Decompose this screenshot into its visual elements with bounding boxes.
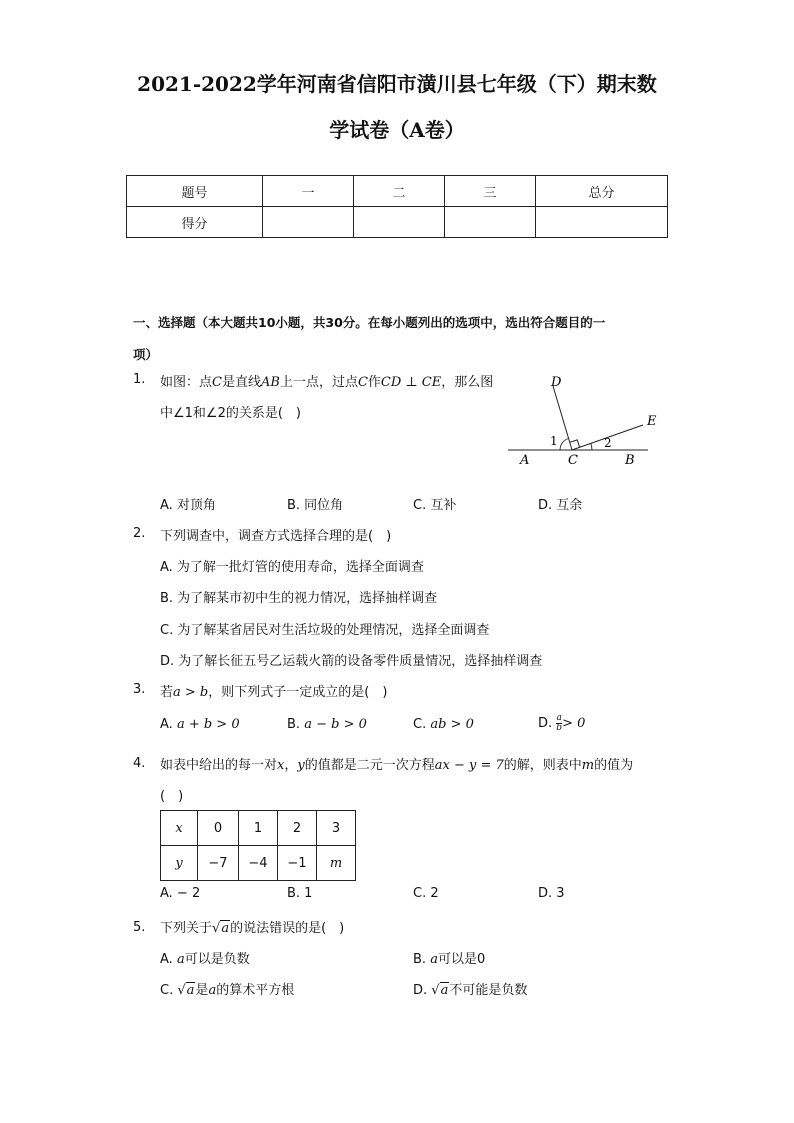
option-label: D. bbox=[538, 716, 553, 731]
sqrt-icon: √ bbox=[431, 983, 440, 998]
q2-option-d[interactable]: D. 为了解长征五号乙运载火箭的设备零件质量情况，选择抽样调查 bbox=[160, 654, 543, 669]
option-math: a + b > 0 bbox=[176, 717, 240, 732]
option-label: A. bbox=[160, 717, 173, 732]
score-header-cell: 一 bbox=[263, 176, 354, 207]
option-text: 不可能是负数 bbox=[449, 983, 528, 998]
option-text: 的算术平方根 bbox=[216, 983, 295, 998]
q4-table-row-y bbox=[161, 846, 356, 881]
label-c: C bbox=[568, 453, 578, 468]
q3-option-a[interactable] bbox=[160, 717, 240, 732]
q3-option-d[interactable] bbox=[538, 714, 585, 733]
q1-math: CD ⊥ CE bbox=[380, 375, 442, 390]
q1-text: 作 bbox=[367, 375, 381, 390]
q4-option-a[interactable]: A. − 2 bbox=[160, 886, 201, 901]
q4-stem bbox=[160, 754, 633, 773]
q5-number: 5. bbox=[133, 920, 146, 935]
q5-stem bbox=[160, 917, 344, 936]
option-text: 是 bbox=[195, 983, 209, 998]
q4-option-c[interactable]: C. 2 bbox=[413, 886, 439, 901]
q5-option-d[interactable] bbox=[413, 979, 527, 998]
q1-number: 1. bbox=[133, 372, 146, 387]
q3-text: ，则下列式子一定成立的是( ) bbox=[208, 685, 388, 700]
q3-math: a > b bbox=[173, 685, 209, 700]
option-math: > 0 bbox=[562, 716, 586, 731]
q1-text: ，那么图 bbox=[441, 375, 494, 390]
section-heading bbox=[133, 307, 668, 371]
q1-text: 上一点，过点 bbox=[279, 375, 358, 390]
q4-table-cell: −7 bbox=[198, 846, 239, 881]
label-angle-2: 2 bbox=[604, 436, 612, 450]
q4-text: 的值为 bbox=[594, 758, 634, 773]
option-math: a bbox=[176, 952, 185, 967]
q5-text: 下列关于 bbox=[160, 921, 213, 936]
option-label: B. bbox=[287, 717, 301, 732]
q4-text: 的解，则表中 bbox=[503, 758, 582, 773]
q1-math: AB bbox=[260, 375, 280, 390]
q5-option-b[interactable] bbox=[413, 948, 485, 967]
q1-option-d[interactable]: D. 互余 bbox=[538, 498, 583, 513]
q4-text: 的值都是二元一次方程 bbox=[304, 758, 435, 773]
q1-math: C bbox=[357, 375, 368, 390]
option-label: A. bbox=[160, 952, 173, 967]
q4-table-cell: 1 bbox=[239, 811, 278, 846]
score-cell bbox=[445, 207, 536, 238]
exam-title-line2: 学试卷（A卷） bbox=[329, 118, 465, 142]
q4-table-cell: −1 bbox=[278, 846, 317, 881]
q4-math: x bbox=[277, 758, 285, 773]
q1-text: 是直线 bbox=[221, 375, 261, 390]
q3-number: 3. bbox=[133, 682, 146, 697]
q2-number: 2. bbox=[133, 526, 146, 541]
q2-option-b[interactable]: B. 为了解某市初中生的视力情况，选择抽样调查 bbox=[160, 591, 438, 606]
q2-option-a[interactable]: A. 为了解一批灯管的使用寿命，选择全面调查 bbox=[160, 560, 424, 575]
option-math: ab > 0 bbox=[430, 717, 474, 732]
option-text: 可以是0 bbox=[437, 952, 486, 967]
section-heading-line2: 项） bbox=[133, 347, 159, 362]
label-d: D bbox=[551, 375, 562, 390]
q5-option-c[interactable] bbox=[160, 979, 294, 998]
option-label: C. bbox=[160, 983, 174, 998]
q5-text: 的说法错误的是( ) bbox=[230, 921, 345, 936]
option-math: a − b > 0 bbox=[304, 717, 367, 732]
q1-geometry-figure bbox=[500, 368, 670, 473]
score-table-score-row bbox=[127, 207, 668, 238]
label-angle-1: 1 bbox=[550, 434, 558, 448]
q4-option-b[interactable]: B. 1 bbox=[287, 886, 313, 901]
q4-table-cell: 2 bbox=[278, 811, 317, 846]
q1-stem-line2: 中∠1和∠2的关系是( ) bbox=[160, 406, 301, 421]
sqrt-icon: √ bbox=[177, 983, 186, 998]
label-b: B bbox=[625, 453, 635, 468]
section-heading-line1: 一、选择题（本大题共10小题，共30分。在每小题列出的选项中，选出符合题目的一 bbox=[133, 315, 606, 330]
score-cell bbox=[263, 207, 354, 238]
angle-2-arc bbox=[591, 443, 592, 450]
q2-option-c[interactable]: C. 为了解某省居民对生活垃圾的处理情况，选择全面调查 bbox=[160, 623, 490, 638]
score-table bbox=[126, 175, 668, 238]
q3-text: 若 bbox=[160, 685, 174, 700]
q1-option-c[interactable]: C. 互补 bbox=[413, 498, 457, 513]
q1-option-b[interactable]: B. 同位角 bbox=[287, 498, 344, 513]
option-label: B. bbox=[413, 952, 427, 967]
score-header-cell: 题号 bbox=[127, 176, 263, 207]
score-header-cell: 二 bbox=[354, 176, 445, 207]
score-cell bbox=[354, 207, 445, 238]
score-header-cell: 总分 bbox=[536, 176, 668, 207]
score-header-cell: 三 bbox=[445, 176, 536, 207]
fraction-denominator: b bbox=[556, 723, 563, 733]
score-cell bbox=[536, 207, 668, 238]
q5-option-a[interactable] bbox=[160, 948, 250, 967]
option-label: D. bbox=[413, 983, 428, 998]
q1-option-a[interactable]: A. 对顶角 bbox=[160, 498, 216, 513]
q4-value-table bbox=[160, 810, 356, 881]
q4-table-cell: m bbox=[317, 846, 356, 881]
option-math: a bbox=[208, 983, 217, 998]
q3-stem bbox=[160, 681, 387, 700]
q4-table-row-x bbox=[161, 811, 356, 846]
q3-option-b[interactable] bbox=[287, 717, 367, 732]
label-a: A bbox=[520, 453, 530, 468]
score-row-label: 得分 bbox=[127, 207, 263, 238]
angle-1-arc bbox=[560, 439, 569, 451]
option-math: a bbox=[430, 952, 438, 967]
option-label: C. bbox=[413, 717, 427, 732]
q1-text: 如图：点 bbox=[160, 375, 213, 390]
q4-table-cell: 0 bbox=[198, 811, 239, 846]
score-table-header-row bbox=[127, 176, 668, 207]
q4-table-cell: x bbox=[161, 811, 198, 846]
q1-math: C bbox=[212, 375, 222, 390]
q4-math: m bbox=[581, 758, 595, 773]
q4-number: 4. bbox=[133, 756, 146, 771]
q2-stem: 下列调查中，调查方式选择合理的是( ) bbox=[160, 529, 392, 544]
q4-table-cell: y bbox=[161, 846, 198, 881]
q4-math: y bbox=[297, 758, 305, 773]
q4-text: ， bbox=[284, 758, 298, 773]
option-text: 可以是负数 bbox=[184, 952, 250, 967]
q4-stem-line2: ( ) bbox=[160, 789, 184, 804]
q1-stem-line1 bbox=[160, 371, 493, 390]
sqrt-icon: √ bbox=[212, 921, 221, 936]
q4-table-cell: −4 bbox=[239, 846, 278, 881]
sqrt-radicand: a bbox=[440, 983, 449, 998]
q4-table-cell: 3 bbox=[317, 811, 356, 846]
fraction-numerator: a bbox=[556, 713, 562, 723]
label-e: E bbox=[647, 414, 657, 429]
sqrt-radicand: a bbox=[186, 983, 195, 998]
exam-title-line1: 2021-2022学年河南省信阳市潢川县七年级（下）期末数 bbox=[137, 72, 657, 96]
q4-option-d[interactable]: D. 3 bbox=[538, 886, 565, 901]
sqrt-radicand: a bbox=[221, 921, 230, 936]
q3-option-c[interactable] bbox=[413, 717, 474, 732]
q4-math: ax − y = 7 bbox=[434, 758, 504, 773]
q4-text: 如表中给出的每一对 bbox=[160, 758, 278, 773]
